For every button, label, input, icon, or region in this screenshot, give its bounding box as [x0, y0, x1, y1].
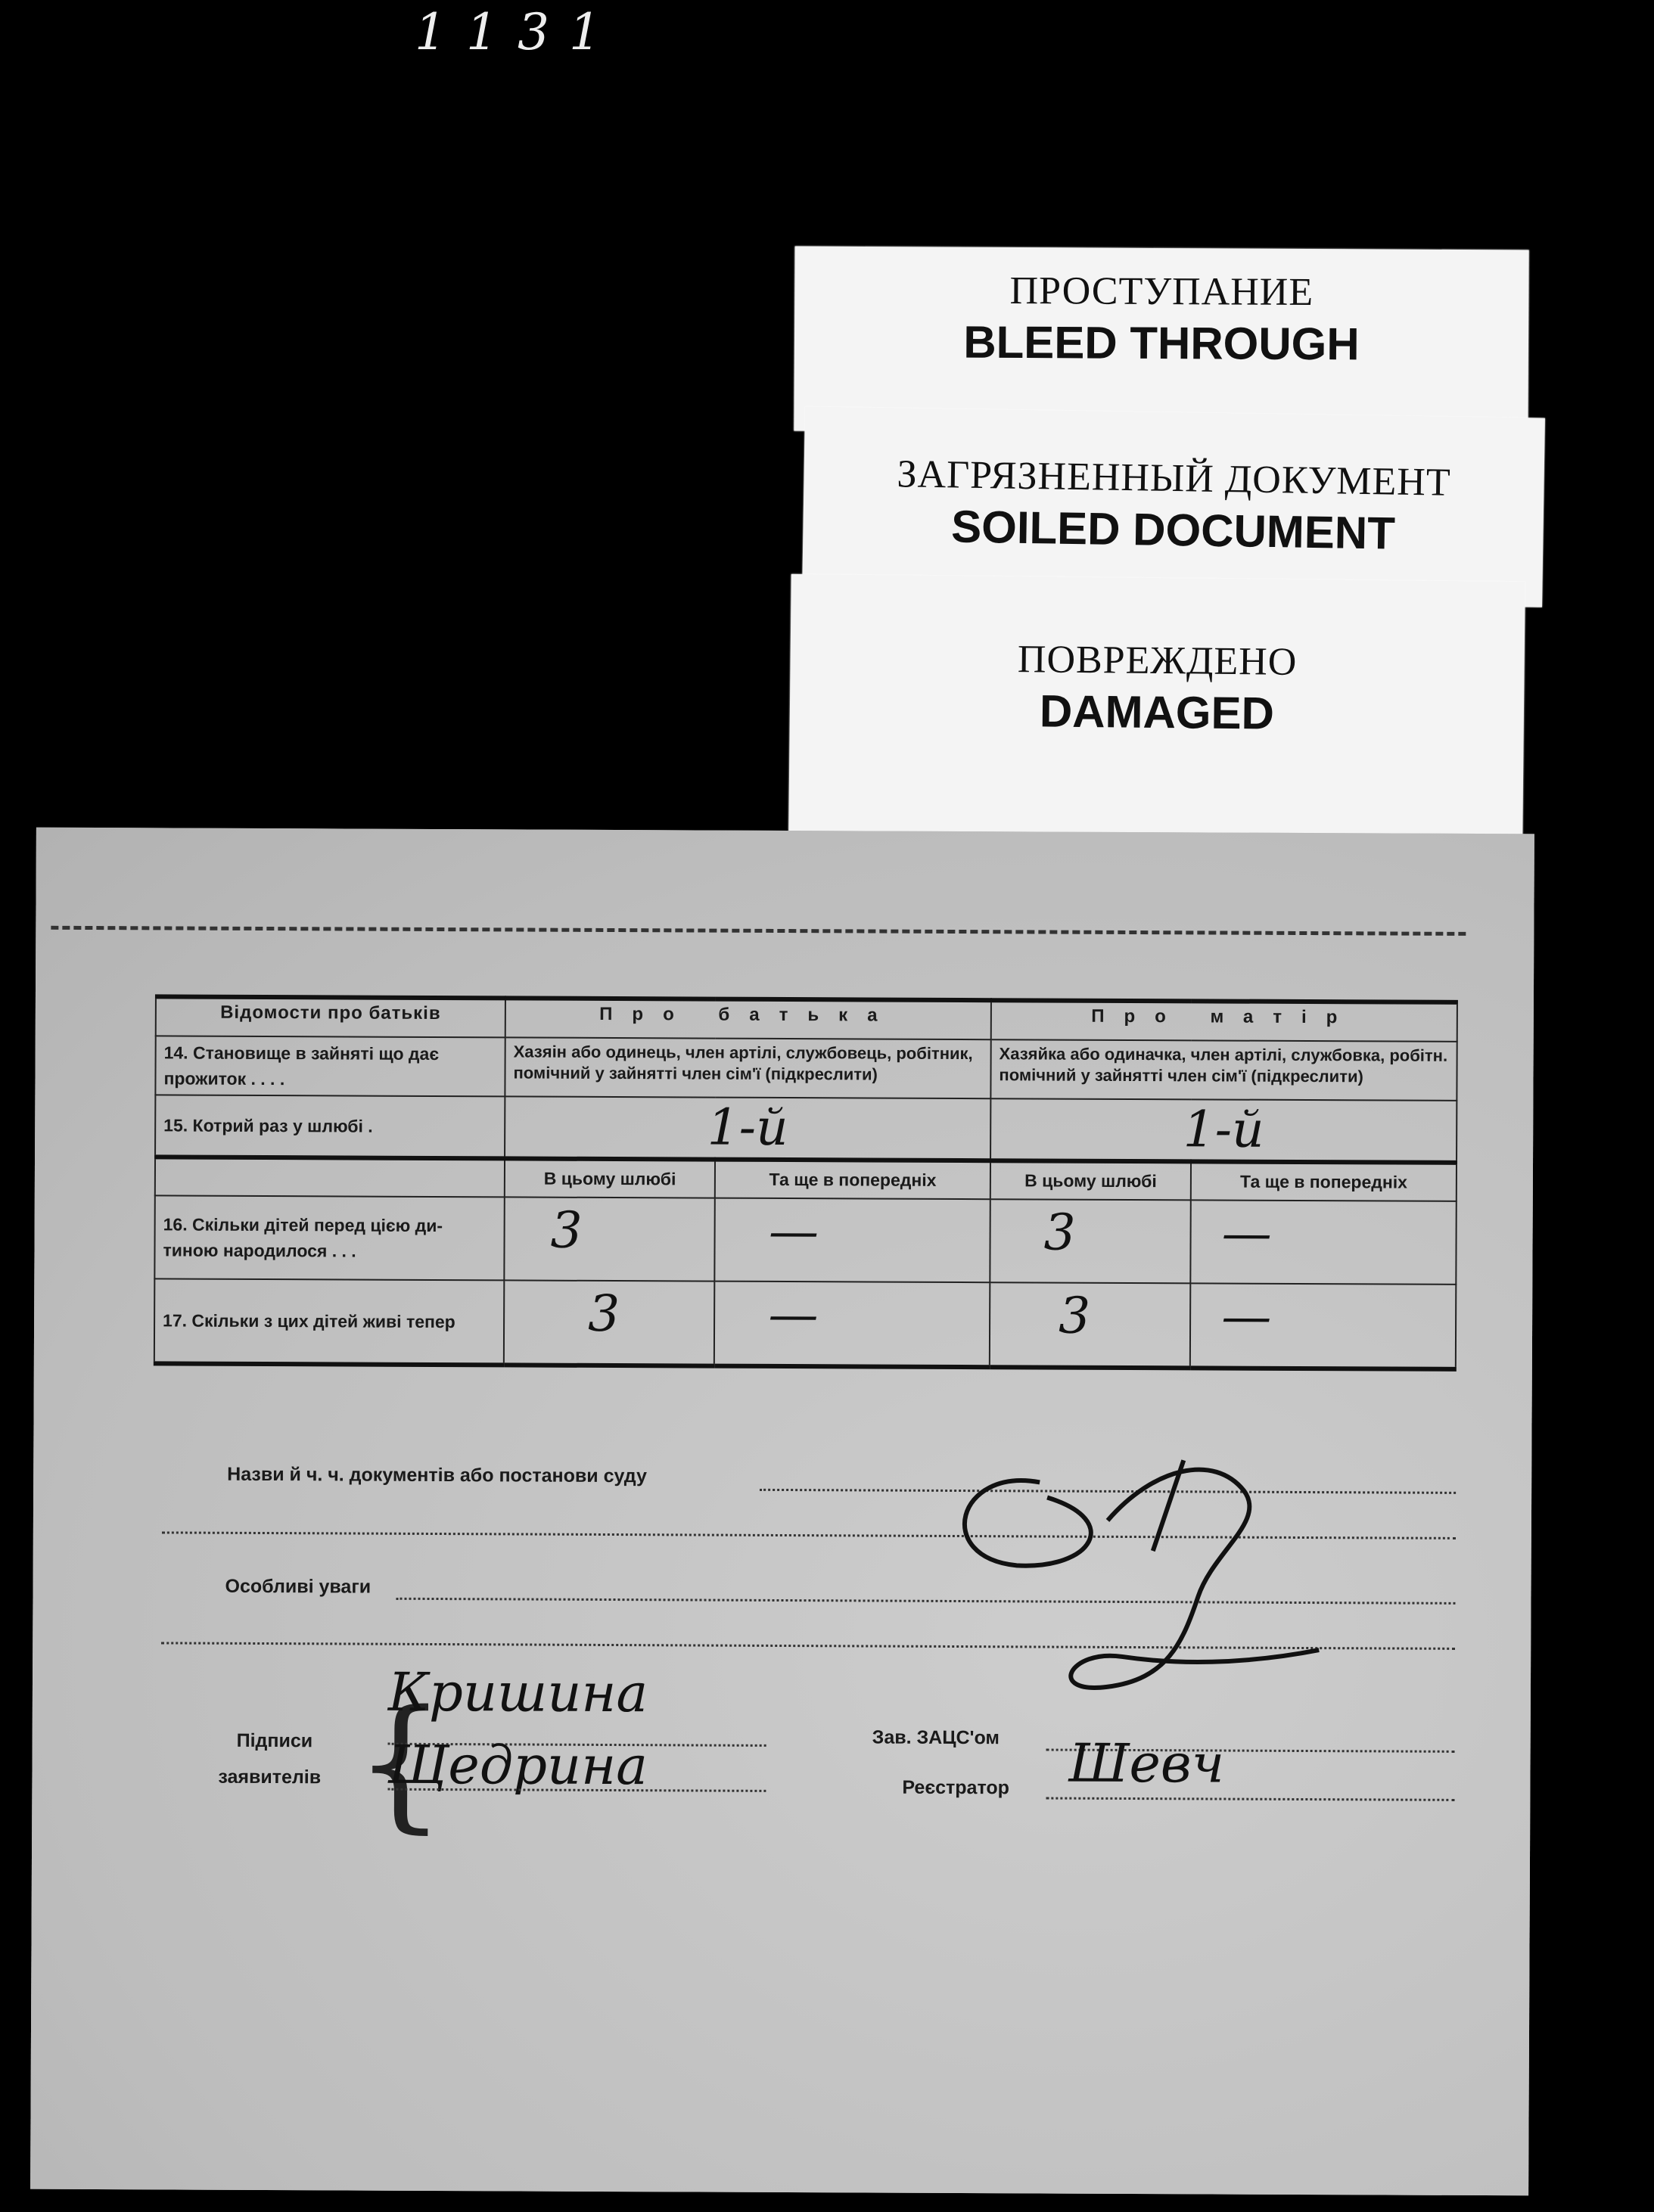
handwritten-flourish — [925, 1437, 1351, 1726]
subheader-mother-prev: Та ще в попередніх — [1191, 1161, 1457, 1201]
registrar-line — [1046, 1797, 1454, 1801]
q17-label: 17. Скільки з цих дітей живі тепер — [154, 1278, 504, 1365]
damaged-tag — [788, 574, 1525, 839]
q16-label: 16. Скільки дітей перед цією ди- тиною народилося . . . — [154, 1195, 504, 1280]
q15-father-value: 1-й — [505, 1096, 990, 1160]
header-mother: Про матір — [991, 1000, 1457, 1042]
header-parents-info: Відомости про батьків — [156, 996, 505, 1037]
q17-father-this: 3 — [504, 1280, 715, 1365]
q15-label: 15. Котрий раз у шлюбі . — [155, 1095, 505, 1158]
frame-number: 1131 — [415, 3, 620, 61]
q14-father-options: Хазяін або одинець, член артілі, службовець, робітник, помічний у зайнятті член сім'ї (підкреслити) — [505, 1037, 990, 1098]
q17-mother-prev: — — [1190, 1283, 1456, 1369]
tag-ru-label: ПОВРЕЖДЕНО — [1017, 638, 1298, 684]
tag-ru-label: ПРОСТУПАНИЕ — [1009, 269, 1314, 315]
q17-mother-this: 3 — [990, 1282, 1191, 1368]
q16-mother-this: 3 — [990, 1199, 1191, 1283]
tag-ru-label: ЗАГРЯЗНЕННЫЙ ДОКУМЕНТ — [897, 452, 1452, 505]
subheader-mother-this: В цьому шлюбі — [990, 1160, 1191, 1200]
subheader-father-prev: Та ще в попередніх — [715, 1160, 990, 1200]
q14-label: 14. Становище в зайняті що дає прожиток . . . . — [155, 1036, 505, 1096]
header-father: Про батька — [505, 998, 991, 1039]
tag-en-label: DAMAGED — [1039, 685, 1275, 739]
q16-father-this: 3 — [504, 1197, 715, 1281]
subheader-empty — [155, 1157, 505, 1197]
q15-mother-value: 1-й — [990, 1098, 1457, 1163]
q14-mother-options: Хазяйка або одиначка, член артілі, службовка, робітн. помічний у зайнятті член сім'ї (підкреслити) — [990, 1039, 1457, 1101]
q16-mother-prev: — — [1190, 1200, 1456, 1285]
bleed-through-tag — [794, 246, 1528, 434]
tag-en-label: SOILED DOCUMENT — [950, 501, 1396, 559]
parents-info-table — [154, 994, 1458, 1372]
notes-label: Особливі уваги — [225, 1575, 372, 1598]
tag-en-label: BLEED THROUGH — [963, 316, 1360, 370]
q17-father-prev: — — [714, 1282, 990, 1368]
subheader-father-this: В цьому шлюбі — [505, 1158, 716, 1198]
head-zags-label: Зав. ЗАЦС'ом — [872, 1726, 1000, 1749]
signatures-label-1: Підписи — [236, 1729, 313, 1752]
brace-icon: { — [354, 1679, 446, 1847]
registrar-signature: Шевч — [1068, 1732, 1225, 1795]
q16-father-prev: — — [715, 1198, 990, 1283]
documents-label: Назви й ч. ч. документів або постанови суду — [227, 1463, 647, 1487]
signatures-label-2: заявителів — [218, 1766, 322, 1788]
dashed-separator — [51, 926, 1466, 936]
applicant-signature-1: Кришина — [387, 1661, 648, 1725]
form-sheet — [30, 828, 1534, 2196]
applicant-signature-2: Щедрина — [387, 1733, 648, 1797]
registrar-label: Реєстратор — [902, 1776, 1010, 1799]
